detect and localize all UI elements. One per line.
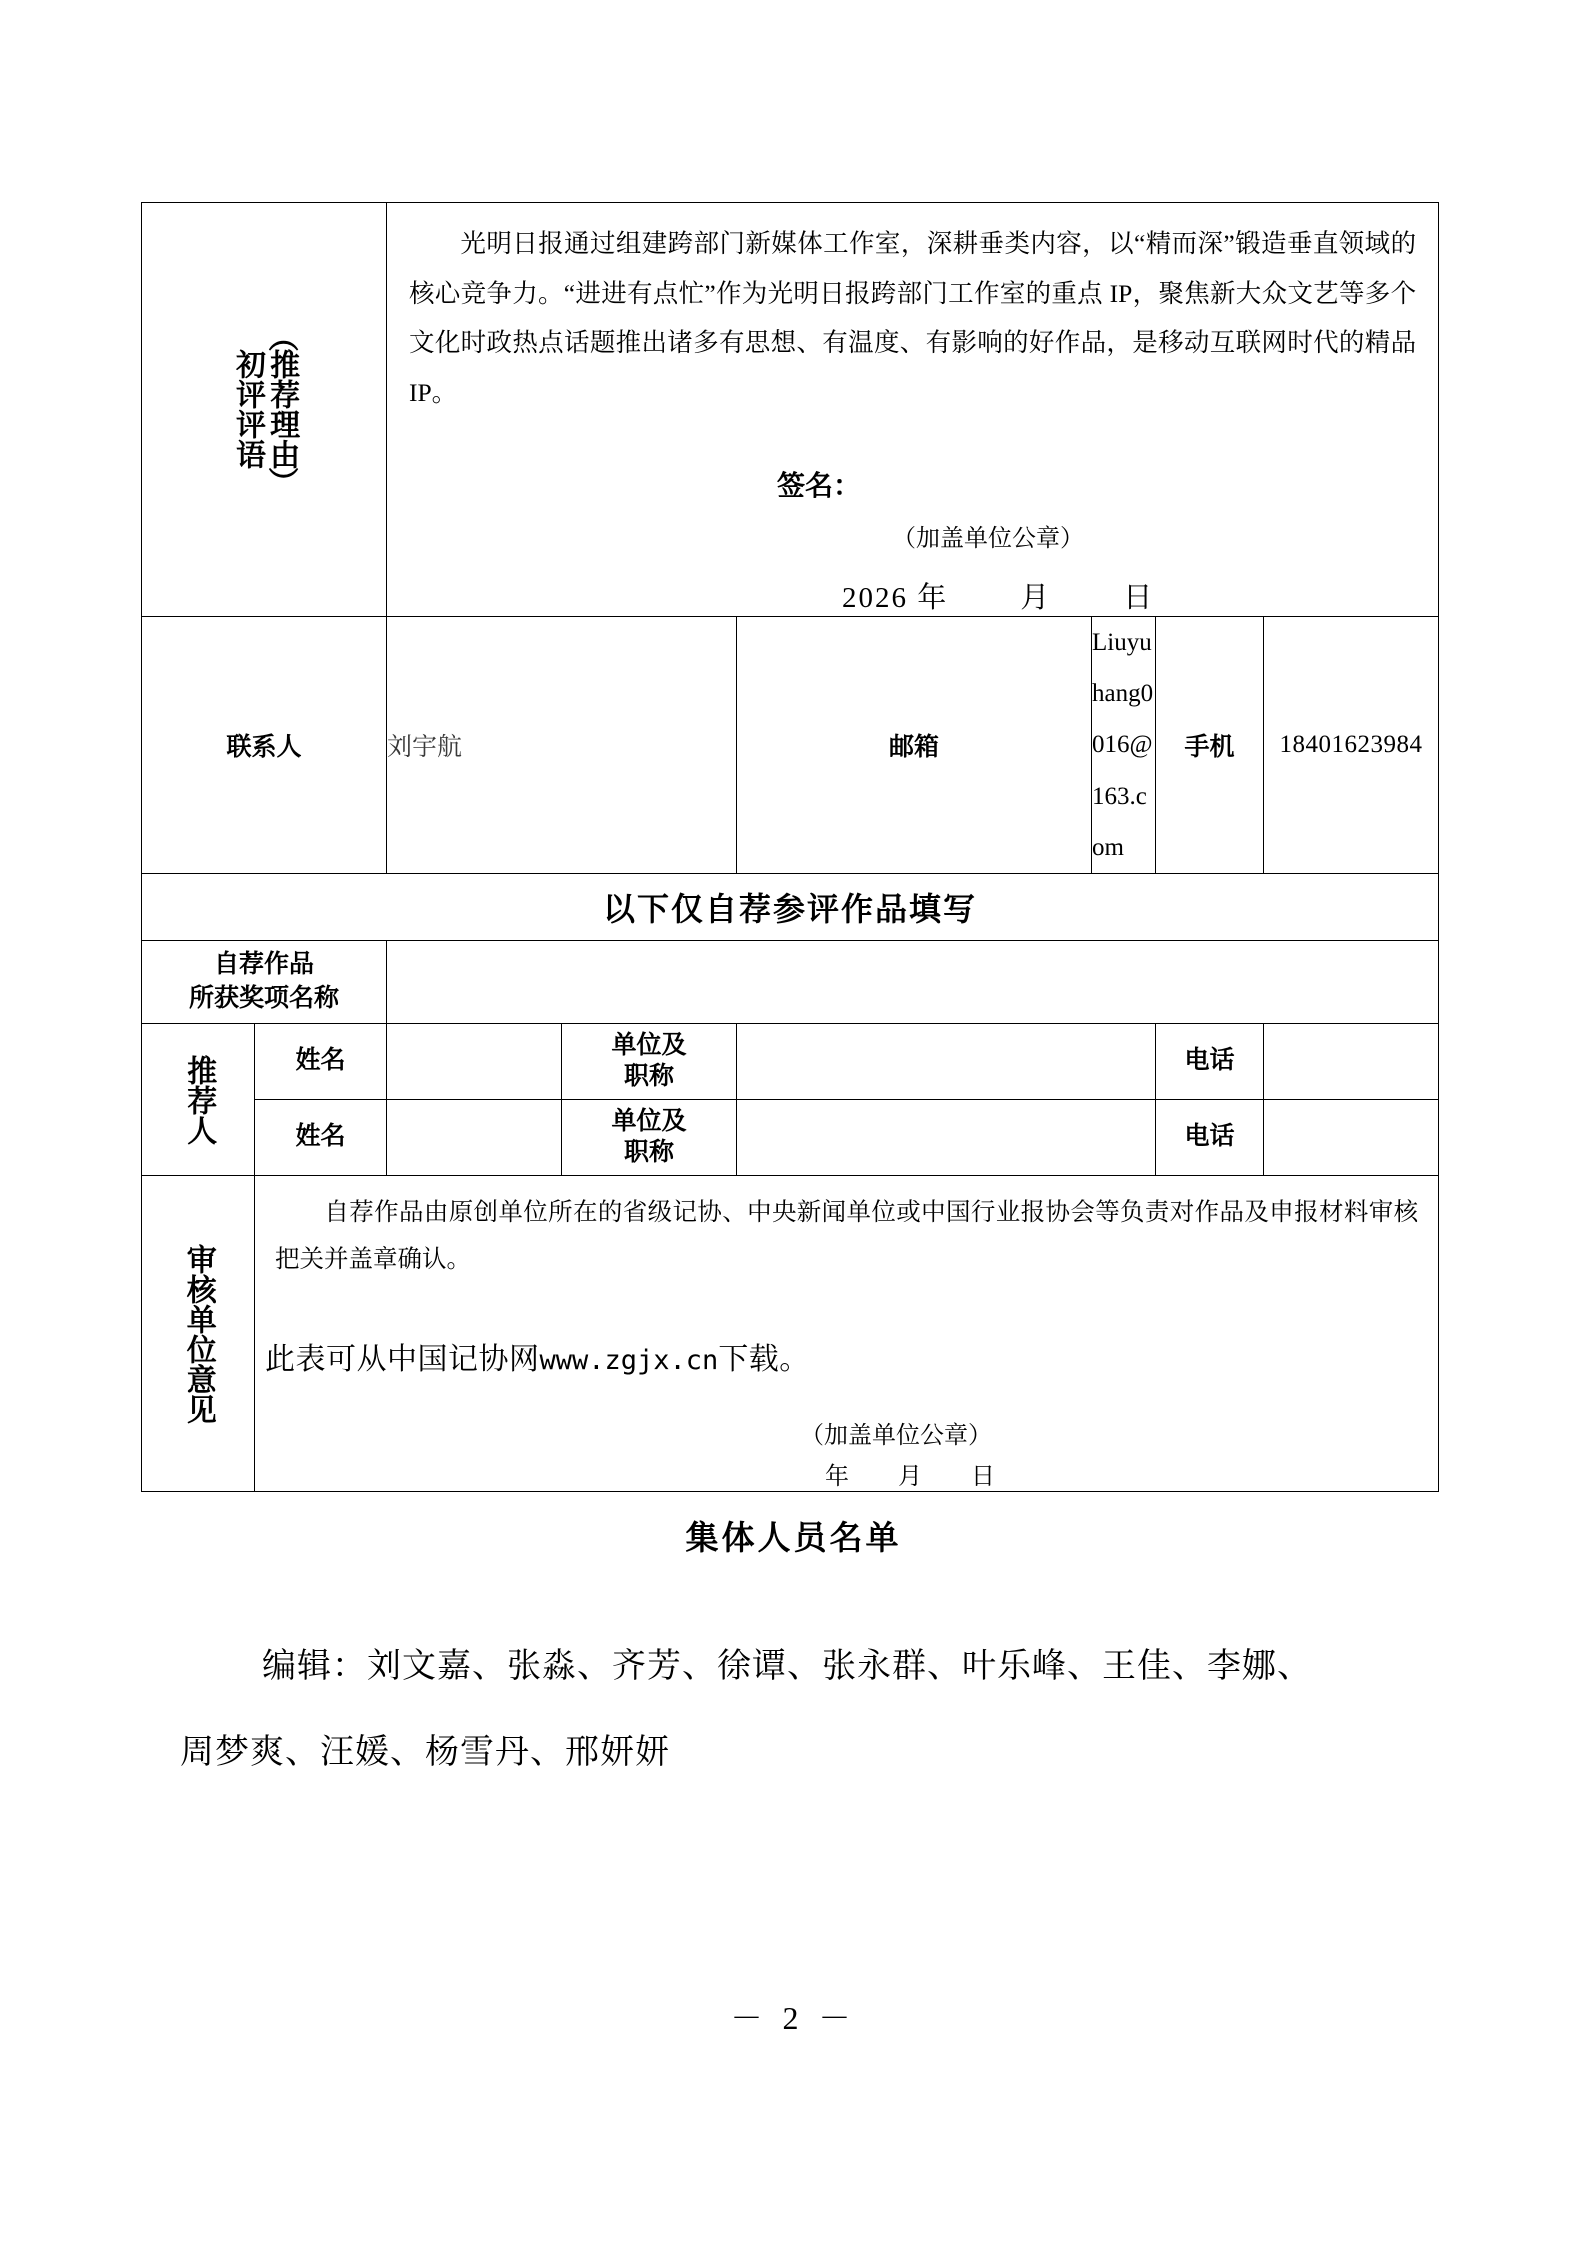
review-date-month: 月: [898, 1464, 923, 1491]
recommender-1-name-value[interactable]: [387, 1024, 562, 1100]
recommender-2-unit-value[interactable]: [737, 1100, 1156, 1176]
reason-content-cell[interactable]: [387, 203, 1439, 617]
recommender-2-unit-label-line2: 职称: [623, 1138, 674, 1166]
recommender-1-phone-value[interactable]: [1264, 1024, 1439, 1100]
reason-date-day: 日: [1123, 581, 1155, 614]
contact-phone-label: 手机: [1156, 616, 1264, 873]
review-label-line-2: 单位: [181, 1303, 215, 1364]
reason-text: 光明日报通过组建跨部门新媒体工作室，深耕垂类内容，以“精而深”锻造垂直领域的核心竞争力。“进进有点忙”作为光明日报跨部门工作室的重点 IP，聚焦新大众文艺等多个文化时政热点话题推出诸多有思想、有温度、有影响的好作品，是移动互联网时代的精品 IP。: [409, 229, 1417, 408]
footnote-url: www.zgjx.cn: [539, 1345, 719, 1376]
reason-label-left-column: [231, 349, 263, 469]
stamp-note: （加盖单位公章）: [892, 525, 1084, 552]
recommender-row-1: [142, 1024, 1439, 1100]
review-date-day: 日: [971, 1464, 996, 1491]
review-paragraph: [255, 1176, 1438, 1283]
recommender-1-unit-label-line1: 单位及: [611, 1032, 687, 1060]
recommender-1-unit-label-line2: 职称: [623, 1062, 674, 1090]
recommender-2-phone-value[interactable]: [1264, 1100, 1439, 1176]
contact-email-value[interactable]: Liuyuhang0016@163.com: [1092, 616, 1156, 873]
page-number: － 2 －: [730, 2000, 857, 2036]
paren-open-glyph: （: [264, 321, 298, 352]
contact-phone-value[interactable]: 18401623984: [1264, 616, 1439, 873]
review-label-line-1: 审核: [181, 1243, 215, 1304]
paren-close-glyph: ）: [264, 467, 298, 498]
review-date-year: 年: [825, 1464, 850, 1491]
recommender-2-name-value[interactable]: [387, 1100, 562, 1176]
contact-person-value[interactable]: 刘宇航: [387, 616, 737, 873]
award-label-line1: 自荐作品: [213, 951, 314, 979]
contact-person-label: 联系人: [142, 616, 387, 873]
review-stamp-note: （加盖单位公章）: [800, 1423, 992, 1450]
review-label-cell: [142, 1176, 255, 1492]
recommender-2-unit-label-line1: 单位及: [611, 1108, 687, 1136]
recommender-group-label-text: 推荐人: [182, 1054, 216, 1145]
reason-label-right-column: [264, 321, 299, 498]
recommender-1-unit-value[interactable]: [737, 1024, 1156, 1100]
reason-date-year: 2026 年: [842, 581, 949, 614]
roster-editors-line-2: 周梦爽、汪媛、杨雪丹、邢妍妍: [180, 1734, 670, 1771]
signature-label: 签名：: [777, 470, 862, 502]
contact-row: [142, 616, 1439, 873]
roster-editors-line-1: 编辑：刘文嘉、张淼、齐芳、徐谭、张永群、叶乐峰、王佳、李娜、: [262, 1648, 1312, 1685]
reason-date-line: [387, 575, 1438, 616]
recommender-2-phone-label: 电话: [1156, 1100, 1264, 1176]
award-label-cell: [142, 941, 387, 1024]
reason-label-left-text: 初评评语: [231, 349, 264, 470]
contact-email-label: 邮箱: [737, 616, 1092, 873]
reason-label-right-text: 推荐理由: [265, 349, 299, 470]
footnote-prefix: 此表可从中国记协网: [265, 1343, 540, 1376]
review-text: 自荐作品由原创单位所在的省级记协、中央新闻单位或中国行业报协会等负责对作品及申报材料审核把关并盖章确认。: [275, 1199, 1419, 1273]
recommender-group-label: [142, 1024, 255, 1176]
recommender-1-phone-label: 电话: [1156, 1024, 1264, 1100]
review-date-line: [255, 1456, 1438, 1491]
recommender-2-name-label: 姓名: [255, 1100, 387, 1176]
recommendation-form-table: [141, 202, 1439, 1492]
roster-title: 集体人员名单: [685, 1521, 902, 1557]
award-label-line2: 所获奖项名称: [188, 985, 339, 1013]
download-footnote: [265, 1334, 810, 1378]
reason-date-month: 月: [1020, 581, 1052, 614]
review-label-line-3: 意见: [181, 1363, 215, 1424]
recommender-2-unit-label: [562, 1100, 737, 1176]
award-row: [142, 941, 1439, 1024]
reason-label-cell: [142, 203, 387, 617]
reason-row: [142, 203, 1439, 617]
recommender-1-name-label: 姓名: [255, 1024, 387, 1100]
footnote-suffix: 下载。: [718, 1343, 810, 1376]
recommender-row-2: [142, 1100, 1439, 1176]
award-value-cell[interactable]: [387, 941, 1439, 1024]
self-recommend-banner-row: [142, 874, 1439, 941]
self-recommend-banner: 以下仅自荐参评作品填写: [142, 874, 1439, 941]
reason-paragraph: [387, 203, 1438, 418]
recommender-1-unit-label: [562, 1024, 737, 1100]
